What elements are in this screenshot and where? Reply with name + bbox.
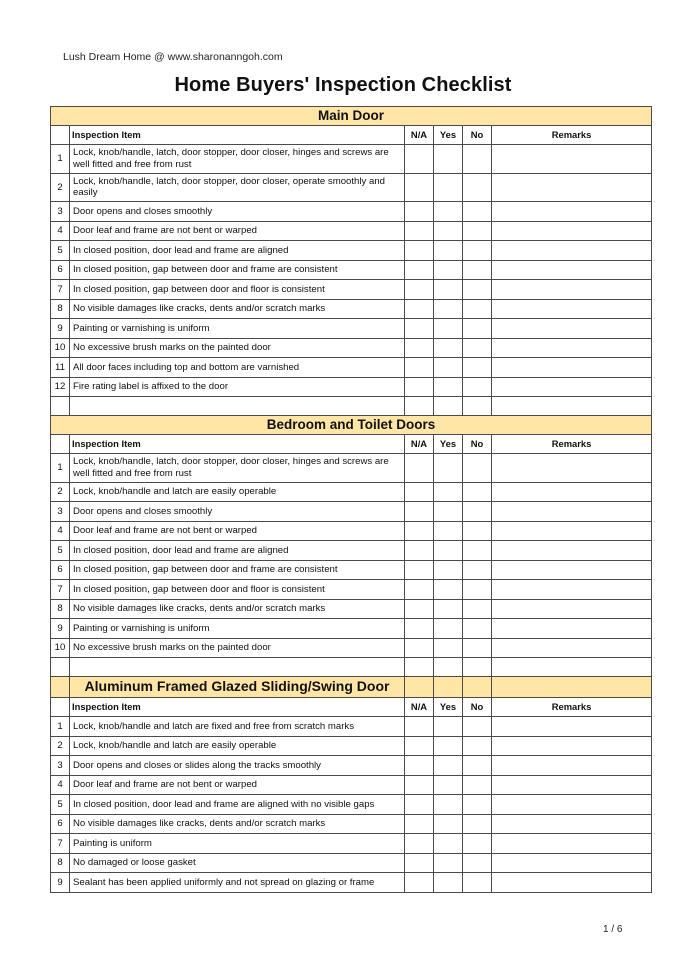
section-title: Main Door xyxy=(51,107,652,126)
item-text: In closed position, gap between door and floor is consistent xyxy=(70,280,405,300)
table-row xyxy=(51,736,652,756)
no-cell[interactable] xyxy=(463,619,492,639)
no-cell[interactable] xyxy=(463,560,492,580)
item-number: 11 xyxy=(51,358,70,378)
item-text: No visible damages like cracks, dents and/or scratch marks xyxy=(70,814,405,834)
table-row xyxy=(51,280,652,300)
item-text: All door faces including top and bottom are varnished xyxy=(70,358,405,378)
table-row xyxy=(51,377,652,397)
remarks-cell[interactable] xyxy=(492,541,652,561)
remarks-cell[interactable] xyxy=(492,756,652,776)
no-cell[interactable] xyxy=(463,299,492,319)
yes-cell[interactable] xyxy=(434,775,463,795)
blank-row xyxy=(51,397,652,416)
no-cell[interactable] xyxy=(463,853,492,873)
item-text: In closed position, gap between door and floor is consistent xyxy=(70,580,405,600)
item-number: 6 xyxy=(51,814,70,834)
item-number: 4 xyxy=(51,775,70,795)
yes-cell[interactable] xyxy=(434,717,463,737)
yes-header: Yes xyxy=(434,435,463,454)
yes-header: Yes xyxy=(434,698,463,717)
na-cell[interactable] xyxy=(405,502,434,522)
remarks-header: Remarks xyxy=(492,435,652,454)
yes-cell[interactable] xyxy=(434,795,463,815)
yes-cell[interactable] xyxy=(434,299,463,319)
yes-cell[interactable] xyxy=(434,619,463,639)
item-number: 8 xyxy=(51,299,70,319)
item-number: 7 xyxy=(51,834,70,854)
item-text: No visible damages like cracks, dents and/or scratch marks xyxy=(70,299,405,319)
table-row xyxy=(51,502,652,522)
remarks-cell[interactable] xyxy=(492,873,652,893)
remarks-cell[interactable] xyxy=(492,280,652,300)
no-cell[interactable] xyxy=(463,580,492,600)
item-text: Lock, knob/handle, latch, door stopper, door closer, operate smoothly and easily xyxy=(70,173,405,202)
item-text: Lock, knob/handle, latch, door stopper, door closer, hinges and screws are well fitted and free from rust xyxy=(70,454,405,483)
table-row xyxy=(51,202,652,222)
na-cell[interactable] xyxy=(405,814,434,834)
no-cell[interactable] xyxy=(463,638,492,658)
no-cell[interactable] xyxy=(463,454,492,483)
yes-cell[interactable] xyxy=(434,280,463,300)
item-text: Door leaf and frame are not bent or warped xyxy=(70,521,405,541)
item-text: No visible damages like cracks, dents and/or scratch marks xyxy=(70,599,405,619)
item-number: 7 xyxy=(51,280,70,300)
site-credit: Lush Dream Home @ www.sharonanngoh.com xyxy=(63,51,283,63)
inspection-item-header: Inspection Item xyxy=(70,698,405,717)
no-header: No xyxy=(463,698,492,717)
yes-cell[interactable] xyxy=(434,260,463,280)
na-cell[interactable] xyxy=(405,717,434,737)
remarks-cell[interactable] xyxy=(492,358,652,378)
item-number: 6 xyxy=(51,560,70,580)
no-cell[interactable] xyxy=(463,377,492,397)
table-row xyxy=(51,795,652,815)
table-row xyxy=(51,814,652,834)
table-row xyxy=(51,482,652,502)
remarks-cell[interactable] xyxy=(492,202,652,222)
table-row xyxy=(51,619,652,639)
blank-row xyxy=(51,658,652,677)
na-cell[interactable] xyxy=(405,280,434,300)
na-header: N/A xyxy=(405,126,434,145)
yes-cell[interactable] xyxy=(434,541,463,561)
no-cell[interactable] xyxy=(463,502,492,522)
item-number: 3 xyxy=(51,502,70,522)
table-row xyxy=(51,338,652,358)
item-number: 7 xyxy=(51,580,70,600)
item-text: Lock, knob/handle and latch are easily operable xyxy=(70,736,405,756)
remarks-header: Remarks xyxy=(492,126,652,145)
na-cell[interactable] xyxy=(405,853,434,873)
item-number: 1 xyxy=(51,145,70,174)
remarks-cell[interactable] xyxy=(492,173,652,202)
na-cell[interactable] xyxy=(405,873,434,893)
na-cell[interactable] xyxy=(405,619,434,639)
no-cell[interactable] xyxy=(463,280,492,300)
no-cell[interactable] xyxy=(463,521,492,541)
table-row xyxy=(51,260,652,280)
yes-cell[interactable] xyxy=(434,521,463,541)
num-header xyxy=(51,435,70,454)
yes-cell[interactable] xyxy=(434,736,463,756)
no-cell[interactable] xyxy=(463,814,492,834)
remarks-cell[interactable] xyxy=(492,834,652,854)
no-cell[interactable] xyxy=(463,338,492,358)
item-number: 2 xyxy=(51,482,70,502)
remarks-cell[interactable] xyxy=(492,638,652,658)
item-number: 4 xyxy=(51,221,70,241)
no-cell[interactable] xyxy=(463,736,492,756)
item-text: Painting is uniform xyxy=(70,834,405,854)
item-text: Fire rating label is affixed to the door xyxy=(70,377,405,397)
yes-cell[interactable] xyxy=(434,319,463,339)
na-cell[interactable] xyxy=(405,260,434,280)
item-text: No excessive brush marks on the painted door xyxy=(70,638,405,658)
item-number: 3 xyxy=(51,756,70,776)
item-text: No damaged or loose gasket xyxy=(70,853,405,873)
na-cell[interactable] xyxy=(405,338,434,358)
remarks-cell[interactable] xyxy=(492,377,652,397)
item-text: In closed position, gap between door and frame are consistent xyxy=(70,260,405,280)
na-cell[interactable] xyxy=(405,834,434,854)
na-cell[interactable] xyxy=(405,319,434,339)
remarks-header: Remarks xyxy=(492,698,652,717)
na-cell[interactable] xyxy=(405,541,434,561)
yes-cell[interactable] xyxy=(434,580,463,600)
remarks-cell[interactable] xyxy=(492,221,652,241)
no-cell[interactable] xyxy=(463,834,492,854)
item-number: 9 xyxy=(51,319,70,339)
no-header: No xyxy=(463,126,492,145)
remarks-cell[interactable] xyxy=(492,619,652,639)
no-cell[interactable] xyxy=(463,756,492,776)
remarks-cell[interactable] xyxy=(492,454,652,483)
yes-cell[interactable] xyxy=(434,873,463,893)
item-number: 12 xyxy=(51,377,70,397)
yes-cell[interactable] xyxy=(434,834,463,854)
item-text: In closed position, gap between door and frame are consistent xyxy=(70,560,405,580)
yes-cell[interactable] xyxy=(434,358,463,378)
remarks-cell[interactable] xyxy=(492,795,652,815)
yes-cell[interactable] xyxy=(434,502,463,522)
no-cell[interactable] xyxy=(463,775,492,795)
item-number: 10 xyxy=(51,338,70,358)
yes-cell[interactable] xyxy=(434,377,463,397)
remarks-cell[interactable] xyxy=(492,717,652,737)
section-header-main-door xyxy=(51,107,652,126)
page-number: 1 / 6 xyxy=(603,924,623,935)
table-row xyxy=(51,580,652,600)
column-header-row xyxy=(51,435,652,454)
inspection-item-header: Inspection Item xyxy=(70,435,405,454)
item-text: Painting or varnishing is uniform xyxy=(70,619,405,639)
na-header: N/A xyxy=(405,698,434,717)
item-number: 5 xyxy=(51,541,70,561)
section-title: Bedroom and Toilet Doors xyxy=(51,416,652,435)
no-cell[interactable] xyxy=(463,717,492,737)
yes-cell[interactable] xyxy=(434,221,463,241)
table-row xyxy=(51,560,652,580)
remarks-cell[interactable] xyxy=(492,599,652,619)
na-cell[interactable] xyxy=(405,454,434,483)
no-cell[interactable] xyxy=(463,145,492,174)
column-header-row xyxy=(51,698,652,717)
num-header xyxy=(51,126,70,145)
table-row xyxy=(51,221,652,241)
item-text: In closed position, door lead and frame are aligned xyxy=(70,241,405,261)
item-text: Lock, knob/handle, latch, door stopper, door closer, hinges and screws are well fitted and free from rust xyxy=(70,145,405,174)
yes-cell[interactable] xyxy=(434,853,463,873)
section-header-aluminum-door xyxy=(51,677,652,698)
remarks-cell[interactable] xyxy=(492,502,652,522)
table-row xyxy=(51,756,652,776)
yes-cell[interactable] xyxy=(434,599,463,619)
item-number: 9 xyxy=(51,619,70,639)
no-cell[interactable] xyxy=(463,599,492,619)
na-cell[interactable] xyxy=(405,145,434,174)
table-row xyxy=(51,173,652,202)
na-cell[interactable] xyxy=(405,736,434,756)
item-text: Door leaf and frame are not bent or warped xyxy=(70,775,405,795)
item-number: 2 xyxy=(51,736,70,756)
item-text: In closed position, door lead and frame are aligned with no visible gaps xyxy=(70,795,405,815)
item-number: 8 xyxy=(51,599,70,619)
section-header-bedroom-toilet-doors xyxy=(51,416,652,435)
yes-cell[interactable] xyxy=(434,814,463,834)
item-number: 2 xyxy=(51,173,70,202)
item-number: 5 xyxy=(51,795,70,815)
item-text: Painting or varnishing is uniform xyxy=(70,319,405,339)
remarks-cell[interactable] xyxy=(492,319,652,339)
remarks-cell[interactable] xyxy=(492,580,652,600)
item-text: Door leaf and frame are not bent or warped xyxy=(70,221,405,241)
yes-cell[interactable] xyxy=(434,482,463,502)
yes-cell[interactable] xyxy=(434,241,463,261)
yes-cell[interactable] xyxy=(434,173,463,202)
na-cell[interactable] xyxy=(405,775,434,795)
remarks-cell[interactable] xyxy=(492,775,652,795)
table-row xyxy=(51,358,652,378)
item-number: 8 xyxy=(51,853,70,873)
remarks-cell[interactable] xyxy=(492,521,652,541)
yes-cell[interactable] xyxy=(434,638,463,658)
na-cell[interactable] xyxy=(405,377,434,397)
item-text: Sealant has been applied uniformly and not spread on glazing or frame xyxy=(70,873,405,893)
table-row xyxy=(51,241,652,261)
remarks-cell[interactable] xyxy=(492,482,652,502)
item-number: 9 xyxy=(51,873,70,893)
no-header: No xyxy=(463,435,492,454)
na-cell[interactable] xyxy=(405,221,434,241)
table-row xyxy=(51,319,652,339)
na-cell[interactable] xyxy=(405,299,434,319)
na-cell[interactable] xyxy=(405,241,434,261)
remarks-cell[interactable] xyxy=(492,260,652,280)
page-title: Home Buyers' Inspection Checklist xyxy=(174,74,512,96)
item-number: 4 xyxy=(51,521,70,541)
remarks-cell[interactable] xyxy=(492,736,652,756)
table-row xyxy=(51,454,652,483)
remarks-cell[interactable] xyxy=(492,814,652,834)
table-row xyxy=(51,299,652,319)
item-number: 1 xyxy=(51,454,70,483)
yes-cell[interactable] xyxy=(434,145,463,174)
yes-header: Yes xyxy=(434,126,463,145)
item-text: Lock, knob/handle and latch are easily operable xyxy=(70,482,405,502)
remarks-cell[interactable] xyxy=(492,145,652,174)
item-number: 1 xyxy=(51,717,70,737)
item-text: Door opens and closes smoothly xyxy=(70,502,405,522)
item-text: Door opens and closes smoothly xyxy=(70,202,405,222)
yes-cell[interactable] xyxy=(434,338,463,358)
table-row xyxy=(51,834,652,854)
num-header xyxy=(51,698,70,717)
na-cell[interactable] xyxy=(405,202,434,222)
na-cell[interactable] xyxy=(405,795,434,815)
table-row xyxy=(51,541,652,561)
item-number: 5 xyxy=(51,241,70,261)
remarks-cell[interactable] xyxy=(492,299,652,319)
remarks-cell[interactable] xyxy=(492,338,652,358)
table-row xyxy=(51,853,652,873)
na-cell[interactable] xyxy=(405,521,434,541)
no-cell[interactable] xyxy=(463,795,492,815)
no-cell[interactable] xyxy=(463,173,492,202)
item-number: 10 xyxy=(51,638,70,658)
table-row xyxy=(51,145,652,174)
inspection-item-header: Inspection Item xyxy=(70,126,405,145)
no-cell[interactable] xyxy=(463,358,492,378)
yes-cell[interactable] xyxy=(434,560,463,580)
item-text: Door opens and closes or slides along the tracks smoothly xyxy=(70,756,405,776)
table-row xyxy=(51,638,652,658)
item-text: Lock, knob/handle and latch are fixed and free from scratch marks xyxy=(70,717,405,737)
yes-cell[interactable] xyxy=(434,454,463,483)
na-cell[interactable] xyxy=(405,560,434,580)
no-cell[interactable] xyxy=(463,202,492,222)
remarks-cell[interactable] xyxy=(492,853,652,873)
column-header-row xyxy=(51,126,652,145)
no-cell[interactable] xyxy=(463,241,492,261)
no-cell[interactable] xyxy=(463,541,492,561)
item-text: No excessive brush marks on the painted door xyxy=(70,338,405,358)
na-header: N/A xyxy=(405,435,434,454)
item-number: 3 xyxy=(51,202,70,222)
table-row xyxy=(51,521,652,541)
item-number: 6 xyxy=(51,260,70,280)
yes-cell[interactable] xyxy=(434,756,463,776)
no-cell[interactable] xyxy=(463,260,492,280)
checklist-body xyxy=(51,107,652,893)
table-row xyxy=(51,873,652,893)
item-text: In closed position, door lead and frame are aligned xyxy=(70,541,405,561)
yes-cell[interactable] xyxy=(434,202,463,222)
table-row xyxy=(51,775,652,795)
na-cell[interactable] xyxy=(405,482,434,502)
remarks-cell[interactable] xyxy=(492,560,652,580)
no-cell[interactable] xyxy=(463,221,492,241)
inspection-checklist-table xyxy=(50,106,652,893)
no-cell[interactable] xyxy=(463,319,492,339)
na-cell[interactable] xyxy=(405,599,434,619)
na-cell[interactable] xyxy=(405,173,434,202)
table-row xyxy=(51,599,652,619)
na-cell[interactable] xyxy=(405,358,434,378)
no-cell[interactable] xyxy=(463,482,492,502)
remarks-cell[interactable] xyxy=(492,241,652,261)
table-row xyxy=(51,717,652,737)
no-cell[interactable] xyxy=(463,873,492,893)
na-cell[interactable] xyxy=(405,638,434,658)
na-cell[interactable] xyxy=(405,580,434,600)
section-title: Aluminum Framed Glazed Sliding/Swing Door xyxy=(70,677,405,698)
na-cell[interactable] xyxy=(405,756,434,776)
